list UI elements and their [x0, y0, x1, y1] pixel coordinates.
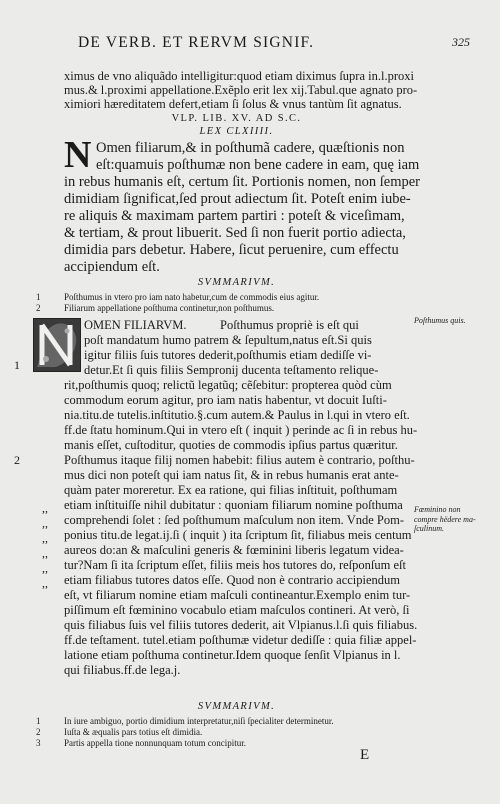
text-line: accipiendum eſt.	[64, 259, 160, 275]
text-line: eſt:quamuis poſthumæ non bene cadere in eam, quę iam	[96, 157, 420, 173]
margin-mark: 2	[14, 453, 20, 467]
summary-number: 2	[36, 303, 41, 313]
text-line: igitur filiis ſuis tutores dederit,poſthumis etiam dediſſe vi-	[84, 348, 372, 362]
summary-item: In iure ambiguo, portio dimidium interpretatur,niſi ſpecialiter determinetur.	[64, 716, 334, 726]
summary-number: 3	[36, 738, 41, 748]
quote-mark: ,,	[42, 576, 48, 590]
initial-letter: N	[64, 134, 92, 176]
text-line: mus dici non poteſt qui iam natus ſit, & in rebus humanis erat ante-	[64, 468, 399, 482]
text-line: qui filiabus.ff.de lega.j.	[64, 663, 181, 677]
text-line: ximiori hæreditatem defert,etiam ſi ſolus & vnus tantùm ſit agnatus.	[64, 97, 402, 111]
text-line: quàm pater moreretur. Ex ea ratione, qui filias inſtituit, poſthumam	[64, 483, 398, 497]
quote-mark: ,,	[42, 561, 48, 575]
page-number: 325	[452, 35, 470, 49]
summary-number: 1	[36, 716, 41, 726]
margin-note: Poſthumus quis.	[414, 316, 466, 325]
text-line: etiam inſtituiſſe nihil dubitatur : quoniam filiarum nomine poſthuma	[64, 498, 403, 512]
summary-number: 1	[36, 292, 41, 302]
text-line: etiam filiabus tutores datos eſſe. Quod non è contrario accipiendum	[64, 573, 401, 587]
text-line: aureos do:an & maſculini generis & fœminini liberis legatum videa-	[64, 543, 404, 557]
woodcut-ornament-icon	[34, 319, 80, 371]
quote-mark: ,,	[42, 516, 48, 530]
summary-title: SVMMARIVM.	[197, 277, 276, 288]
comment-opening: OMEN FILIARVM.	[84, 318, 187, 332]
text-line: quis filiabus ſuis vel filiis tutores dederit, ait Vlpianus.l.ſi quis filiabus.	[64, 618, 418, 632]
running-head: DE VERB. ET RERVM SIGNIF.	[78, 34, 315, 51]
text-line: ponius titu.de legat.ij.ſi ( inquit ) ita ſcriptum ſit, filiabus meis centum	[64, 528, 412, 542]
text-line: dimidiam ſignificat,ſed prout adiectum ſit. Poteſt enim iube-	[64, 191, 411, 207]
text-line: mus.& l.proximi appellatione.Exẽplo erit lex xij.Tabul.que agnato pro-	[64, 83, 418, 97]
text-line: piſſimum eſt fœminino vocabulo etiam maſculos contineri. At verò, ſi	[64, 603, 410, 617]
text-line: nia.titu.de tutelis.inſtitutio.§.cum autem.& Paulus in l.qui in vtero eſt.	[64, 408, 410, 422]
text-line: re aliquis & maximam partem partiri : poteſt & viceſimam,	[64, 208, 405, 224]
quote-mark: ,,	[42, 531, 48, 545]
catchword: E	[360, 747, 370, 763]
margin-mark: 1	[14, 358, 20, 372]
summary-item: Poſthumus in vtero pro iam nato habetur,cum de commodis eius agitur.	[64, 292, 320, 302]
text-line: rit,poſthumis quoq; relictũ legatũq; cẽſebitur: propterea quòd cùm	[64, 378, 392, 392]
text-line: dimidia pars debetur. Habere, ſicut peruenire, cum effectu	[64, 242, 399, 258]
text-line: commodum eorum agitur, pro iam natis habentur, vt docuit Iuſti-	[64, 393, 387, 407]
text-line: & tertiam, & prout libuerit. Sed ſi non fuerit portio adiecta,	[64, 225, 406, 241]
quote-mark: ,,	[42, 501, 48, 515]
text-line: tur?Nam ſi ita ſcriptum eſſet, filiis meis hos tutores do, reſponſum eſt	[64, 558, 406, 572]
section-heading: VLP. LIB. XV. AD S.C.	[171, 113, 302, 124]
text-line: detur.Et ſi quis filiis Sempronij ducenta teſtamento relique-	[84, 363, 379, 377]
text-line: ff.de teſtament. tutel.etiam poſthumæ videtur dediſſe : quia filiæ appel-	[64, 633, 417, 647]
text-line: ximus de vno aliquãdo intelligitur:quod etiam diximus ſupra in.l.proxi	[64, 69, 414, 83]
lex-heading: LEX CLXIIII.	[199, 126, 274, 137]
text-line: latione etiam poſthuma continetur.Idem quoque ſenſit Vlpianus in l.	[64, 648, 401, 662]
text-line: manis eſſet, cuſtoditur, quoties de commodis ipſius partus quæritur.	[64, 438, 398, 452]
text-line: Omen filiarum,& in poſthumã cadere, quæſtionis non	[96, 140, 405, 156]
summary-item: Filiarum appellatione poſthuma continetur,non poſthumus.	[64, 303, 275, 313]
text-line: ff.de ſtatu hominum.Qui in vtero eſt ( inquit ) perinde ac ſi in rebus hu-	[64, 423, 418, 437]
text-line: in rebus humanis eſt, certum ſit. Portionis nomen, non ſemper	[64, 174, 421, 190]
summary-number: 2	[36, 727, 41, 737]
text-line: Poſthumus itaque filij nomen habebit: filius autem è contrario, poſthu-	[64, 453, 415, 467]
text-line: eſt, vt filiarum nomine etiam maſculi contineantur.Exemplo enim tur-	[64, 588, 411, 602]
summary-item: Partis appella tione nonnunquam totum concipitur.	[64, 738, 246, 748]
margin-note: Fœminino non compre hëdere ma- ſculinum.	[414, 505, 476, 533]
quote-mark: ,,	[42, 546, 48, 560]
text-line: comprehendi ſolet : ſed poſthumum maſculum non item. Vnde Pom-	[64, 513, 404, 527]
decorated-initial-image	[33, 318, 81, 372]
summary-item: Iuſta & æqualis pars totius eſt dimidia.	[64, 727, 203, 737]
summary-title: SVMMARIVM.	[197, 701, 276, 712]
text-line: Poſthumus propriè is eſt qui	[220, 318, 359, 332]
text-line: poſt mandatum humo patrem & ſepultum,natus eſt.Si quis	[84, 333, 372, 347]
